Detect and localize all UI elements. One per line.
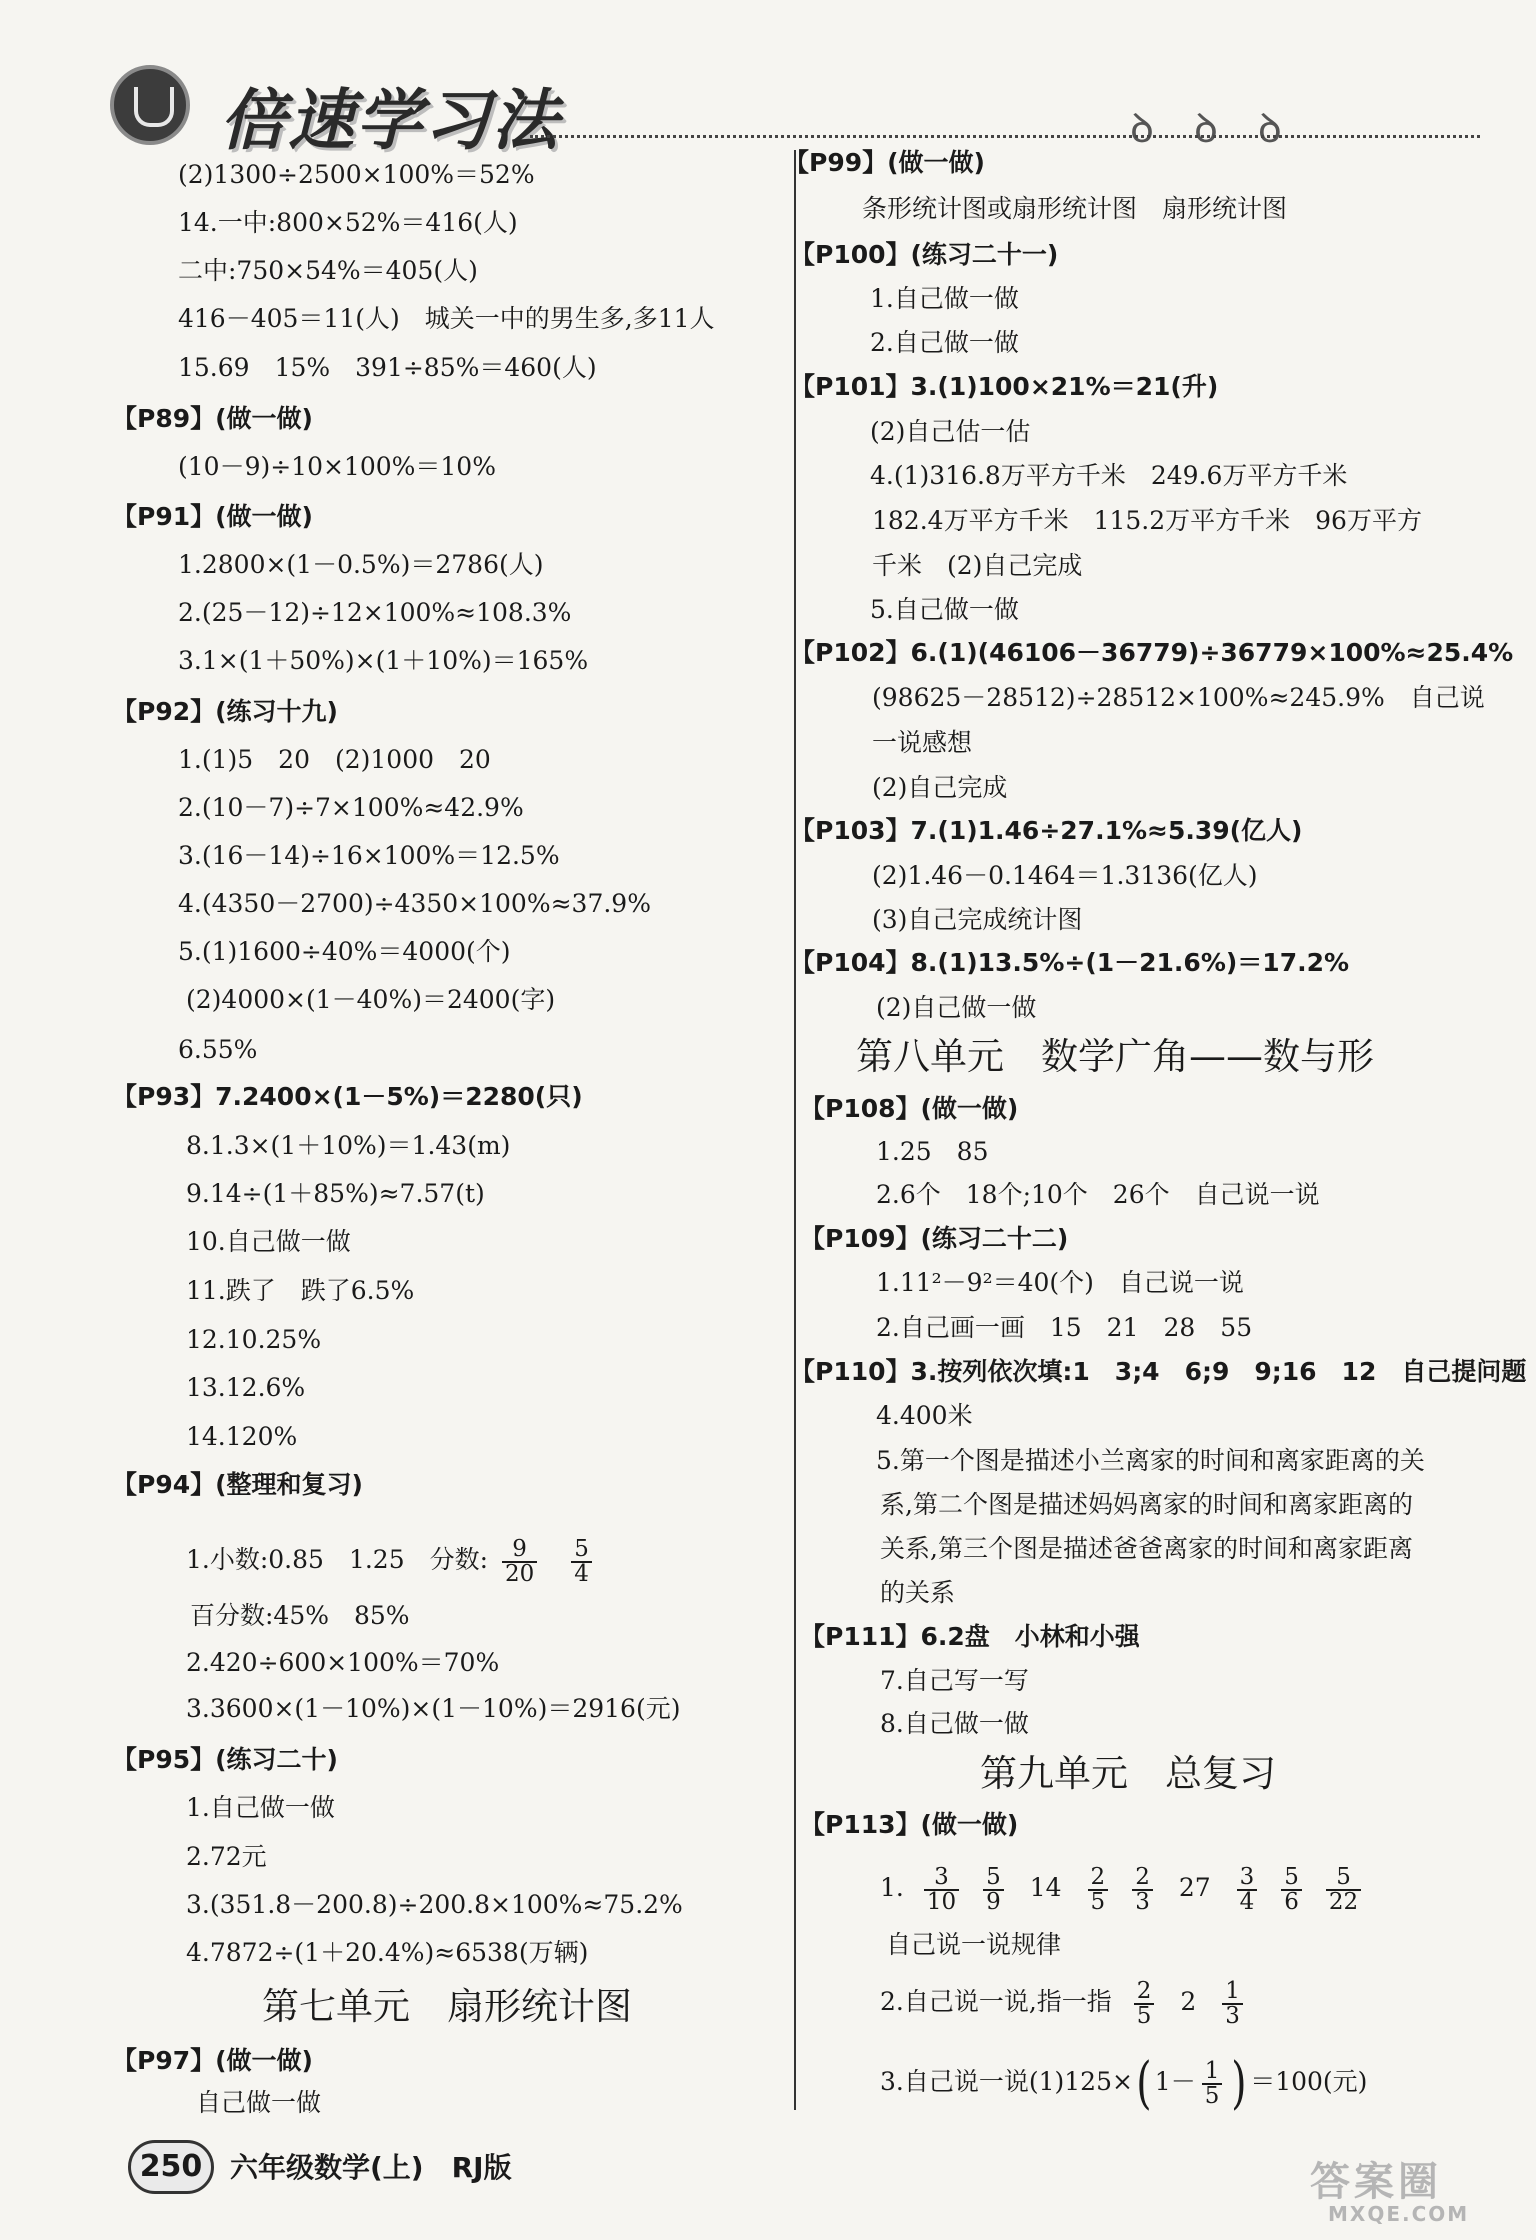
left-paren: ( bbox=[1136, 2050, 1152, 2116]
fraction: $\frac{3}{10}$ bbox=[924, 1866, 959, 1914]
unit-title: 第八单元 数学广角——数与形 bbox=[856, 1035, 1374, 1078]
answer-line: 15.69 15% 391÷85%＝460(人) bbox=[178, 353, 597, 382]
answer-line: 2.6个 18个;10个 26个 自己说一说 bbox=[876, 1180, 1320, 1209]
answer-line: 3.1×(1＋50%)×(1＋10%)＝165% bbox=[178, 646, 589, 675]
answer-line: (2)1300÷2500×100%＝52% bbox=[178, 160, 535, 189]
answer-line: 1.自己做一做 bbox=[870, 284, 1019, 313]
answer-number: 27 bbox=[1178, 1873, 1211, 1902]
answer-line: 8.1.3×(1＋10%)＝1.43(m) bbox=[186, 1131, 511, 1160]
unit-title: 第九单元 总复习 bbox=[980, 1752, 1276, 1795]
answer-line: 5.第一个图是描述小兰离家的时间和离家距离的关 bbox=[876, 1446, 1425, 1475]
section-heading: 【P108】(做一做) bbox=[800, 1094, 1019, 1123]
section-heading: 【P109】(练习二十二) bbox=[800, 1224, 1069, 1253]
answer-line: 12.10.25% bbox=[186, 1325, 322, 1354]
fraction: $\frac{5}{4}$ bbox=[571, 1538, 592, 1586]
answer-line: 1.2800×(1－0.5%)＝2786(人) bbox=[178, 550, 544, 579]
answer-line: 10.自己做一做 bbox=[186, 1227, 351, 1256]
book-title: 六年级数学(上) RJ版 bbox=[230, 2151, 512, 2184]
answer-line: 4.7872÷(1＋20.4%)≈6538(万辆) bbox=[186, 1938, 589, 1967]
page-header bbox=[110, 55, 1480, 159]
fraction-answer-row bbox=[880, 1858, 1373, 1918]
answer-line: 3.(16－14)÷16×100%＝12.5% bbox=[178, 841, 560, 870]
section-heading: 【P104】8.(1)13.5%÷(1－21.6%)＝17.2% bbox=[790, 948, 1350, 977]
section-heading: 【P94】(整理和复习) bbox=[112, 1470, 363, 1499]
answer-text: 2.自己说一说,指一指 bbox=[880, 1987, 1112, 2016]
fraction: $\frac{1}{5}$ bbox=[1202, 2060, 1223, 2108]
section-heading: 【P102】6.(1)(46106－36779)÷36779×100%≈25.4% bbox=[790, 638, 1514, 667]
answer-number: 14 bbox=[1029, 1873, 1062, 1902]
section-heading: 【P103】7.(1)1.46÷27.1%≈5.39(亿人) bbox=[790, 816, 1303, 845]
answer-line: (2)自己完成 bbox=[872, 773, 1008, 802]
answer-text: 3.自己说一说(1)125× bbox=[880, 2067, 1133, 2096]
answer-text: ＝100(元) bbox=[1250, 2067, 1368, 2096]
answer-line: (2)4000×(1－40%)＝2400(字) bbox=[186, 985, 556, 1014]
fraction: $\frac{5}{6}$ bbox=[1281, 1866, 1302, 1914]
answer-line: 自己做一做 bbox=[196, 2088, 322, 2117]
answer-text: 1.小数:0.85 1.25 分数: bbox=[186, 1545, 489, 1574]
answer-text: 1. bbox=[880, 1873, 904, 1902]
column-divider bbox=[794, 150, 796, 2110]
section-heading: 【P110】3.按列依次填:1 3;4 6;9 9;16 12 自己提问题 bbox=[790, 1357, 1527, 1386]
answer-line: 2.420÷600×100%＝70% bbox=[186, 1648, 500, 1677]
answer-line: (2)1.46－0.1464＝1.3136(亿人) bbox=[872, 861, 1258, 890]
fraction: $\frac{5}{22}$ bbox=[1326, 1866, 1361, 1914]
fraction: $\frac{5}{9}$ bbox=[983, 1866, 1004, 1914]
answer-line: (98625－28512)÷28512×100%≈245.9% 自己说 bbox=[872, 683, 1485, 712]
answer-line: 5.(1)1600÷40%＝4000(个) bbox=[178, 937, 511, 966]
answer-line: 4.(4350－2700)÷4350×100%≈37.9% bbox=[178, 889, 651, 918]
answer-line: 一说感想 bbox=[872, 728, 973, 757]
answer-line-with-fractions bbox=[880, 1972, 1249, 2032]
answer-line: (10－9)÷10×100%＝10% bbox=[178, 452, 496, 481]
unit-title: 第七单元 扇形统计图 bbox=[262, 1985, 632, 2028]
watermark-logo: 答案圈 MXQE.COM bbox=[1310, 2159, 1470, 2226]
answer-line: 2.自己画一画 15 21 28 55 bbox=[876, 1313, 1253, 1342]
answer-line: (2)自己估一估 bbox=[870, 417, 1031, 446]
answer-line: 14.一中:800×52%＝416(人) bbox=[178, 208, 518, 237]
section-heading: 【P89】(做一做) bbox=[112, 404, 313, 433]
header-title: 倍速学习法 bbox=[220, 82, 560, 159]
answer-line: 4.(1)316.8万平方千米 249.6万平方千米 bbox=[870, 461, 1348, 490]
fraction: $\frac{3}{4}$ bbox=[1237, 1866, 1258, 1914]
answer-line: 2.(25－12)÷12×100%≈108.3% bbox=[178, 598, 572, 627]
answer-line: 的关系 bbox=[880, 1578, 956, 1607]
section-heading: 【P91】(做一做) bbox=[112, 502, 313, 531]
answer-line: (2)自己做一做 bbox=[876, 993, 1037, 1022]
answer-line: 关系,第三个图是描述爸爸离家的时间和离家距离 bbox=[880, 1534, 1413, 1563]
header-decoration-icon: ꝺꝺꝺ bbox=[1130, 106, 1322, 152]
answer-line-with-fractions bbox=[186, 1530, 598, 1590]
answer-line: 2.(10－7)÷7×100%≈42.9% bbox=[178, 793, 524, 822]
answer-line: 百分数:45% 85% bbox=[190, 1601, 410, 1630]
answer-line: 416－405＝11(人) 城关一中的男生多,多11人 bbox=[178, 304, 715, 333]
answer-line: 9.14÷(1＋85%)≈7.57(t) bbox=[186, 1179, 485, 1208]
answer-line: 千米 (2)自己完成 bbox=[872, 551, 1083, 580]
answer-line: 4.400米 bbox=[876, 1401, 973, 1430]
right-paren: ) bbox=[1231, 2050, 1247, 2116]
answer-text: 1－ bbox=[1154, 2067, 1196, 2096]
answer-line: 5.自己做一做 bbox=[870, 595, 1019, 624]
fraction: $\frac{1}{3}$ bbox=[1222, 1980, 1243, 2028]
section-heading: 【P92】(练习十九) bbox=[112, 697, 338, 726]
section-heading: 【P95】(练习二十) bbox=[112, 1745, 338, 1774]
header-dotted-line bbox=[530, 135, 1480, 138]
section-heading: 【P111】6.2盘 小林和小强 bbox=[800, 1622, 1140, 1651]
answer-line: 条形统计图或扇形统计图 扇形统计图 bbox=[862, 194, 1288, 223]
answer-line: 182.4万平方千米 115.2万平方千米 96万平方 bbox=[872, 506, 1422, 535]
answer-line: 13.12.6% bbox=[186, 1373, 306, 1402]
answer-line: 1.11²－9²＝40(个) 自己说一说 bbox=[876, 1268, 1244, 1297]
fraction: $\frac{2}{3}$ bbox=[1132, 1866, 1153, 1914]
answer-line: 3.3600×(1－10%)×(1－10%)＝2916(元) bbox=[186, 1694, 681, 1723]
answer-line: 2.自己做一做 bbox=[870, 328, 1019, 357]
answer-line: 14.120% bbox=[186, 1422, 298, 1451]
answer-line: 8.自己做一做 bbox=[880, 1709, 1029, 1738]
answer-line: (3)自己完成统计图 bbox=[872, 905, 1083, 934]
answer-line: 系,第二个图是描述妈妈离家的时间和离家距离的 bbox=[880, 1490, 1413, 1519]
fraction: $\frac{9}{20}$ bbox=[502, 1538, 537, 1586]
page-number: 250 bbox=[128, 2140, 214, 2194]
section-heading: 【P101】3.(1)100×21%＝21(升) bbox=[790, 372, 1219, 401]
answer-line: 自己说一说规律 bbox=[886, 1930, 1062, 1959]
answer-line: 6.55% bbox=[178, 1035, 258, 1064]
answer-line: 3.(351.8－200.8)÷200.8×100%≈75.2% bbox=[186, 1890, 683, 1919]
answer-line: 1.(1)5 20 (2)1000 20 bbox=[178, 745, 491, 774]
answer-line: 7.自己写一写 bbox=[880, 1666, 1029, 1695]
answer-line: 二中:750×54%＝405(人) bbox=[178, 256, 478, 285]
section-heading: 【P113】(做一做) bbox=[800, 1810, 1019, 1839]
answer-line: 1.自己做一做 bbox=[186, 1793, 335, 1822]
answer-line: 11.跌了 跌了6.5% bbox=[186, 1276, 415, 1305]
book-logo-icon bbox=[110, 65, 190, 145]
section-heading: 【P97】(做一做) bbox=[112, 2046, 313, 2075]
answer-line-with-fractions bbox=[880, 2050, 1368, 2116]
section-heading: 【P99】(做一做) bbox=[784, 148, 985, 177]
section-heading: 【P100】(练习二十一) bbox=[790, 240, 1059, 269]
answer-line: 2.72元 bbox=[186, 1842, 267, 1871]
fraction: $\frac{2}{5}$ bbox=[1088, 1866, 1109, 1914]
fraction: $\frac{2}{5}$ bbox=[1134, 1980, 1155, 2028]
answer-line: 1.25 85 bbox=[876, 1137, 989, 1166]
answer-text: 2 bbox=[1180, 1987, 1197, 2016]
section-heading: 【P93】7.2400×(1－5%)＝2280(只) bbox=[112, 1082, 583, 1111]
